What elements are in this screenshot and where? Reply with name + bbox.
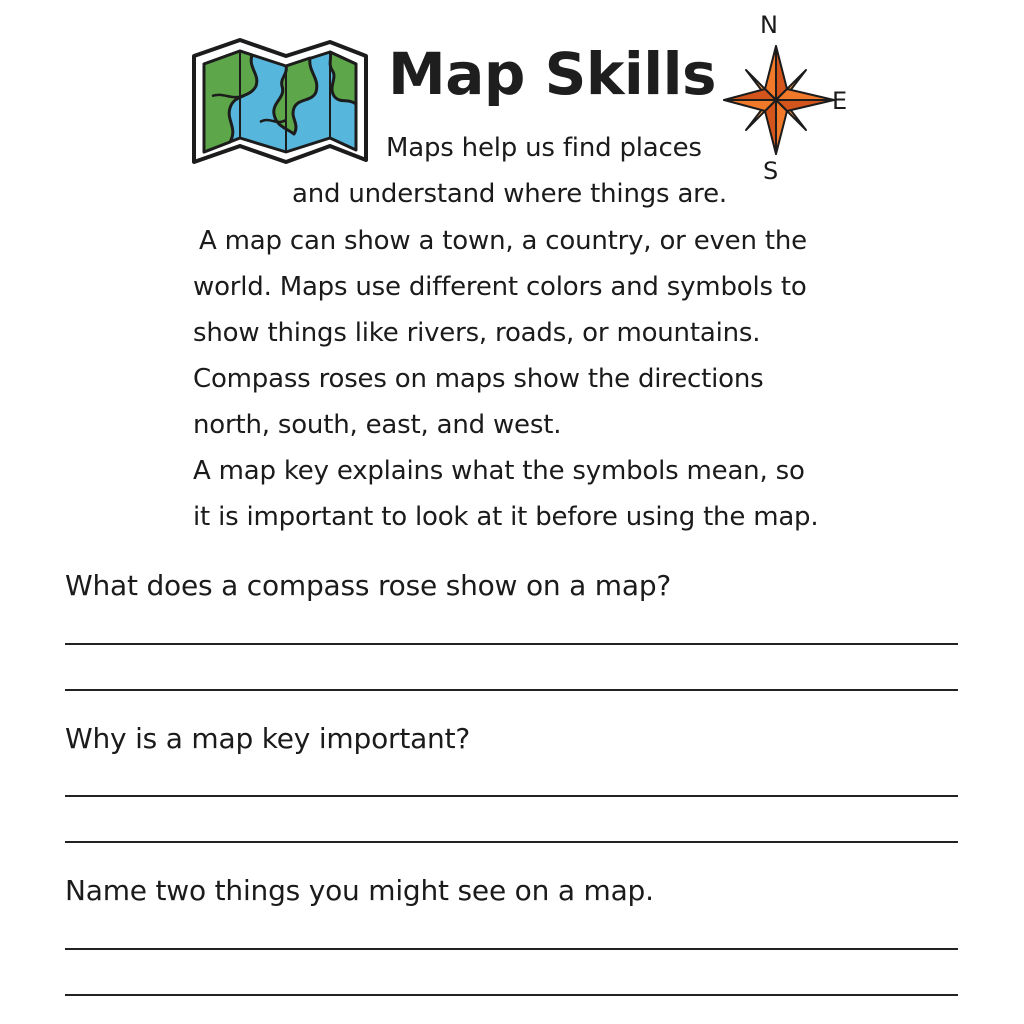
answer-line[interactable] [65,643,958,645]
intro-line: and understand where things are. [292,179,727,209]
question-1: What does a compass rose show on a map? [65,569,672,602]
compass-south-label: S [763,157,779,185]
paragraph-line: world. Maps use different colors and symbols to [193,272,807,302]
paragraph-line: Compass roses on maps show the directions [193,364,764,394]
answer-line[interactable] [65,841,958,843]
answer-line[interactable] [65,795,958,797]
paragraph-line: show things like rivers, roads, or mountains. [193,318,761,348]
question-2: Why is a map key important? [65,722,471,755]
answer-line[interactable] [65,689,958,691]
folded-map-icon [190,38,370,176]
paragraph-line: north, south, east, and west. [193,410,562,440]
intro-line: Maps help us find places [386,133,702,163]
paragraph-line: it is important to look at it before using the map. [193,502,819,532]
answer-line[interactable] [65,948,958,950]
paragraph-line: A map can show a town, a country, or even the [199,226,807,256]
question-3: Name two things you might see on a map. [65,874,654,907]
compass-east-label: E [832,87,848,115]
answer-line[interactable] [65,994,958,996]
page-title: Map Skills [388,40,717,108]
paragraph-line: A map key explains what the symbols mean, so [193,456,805,486]
compass-north-label: N [760,11,778,39]
